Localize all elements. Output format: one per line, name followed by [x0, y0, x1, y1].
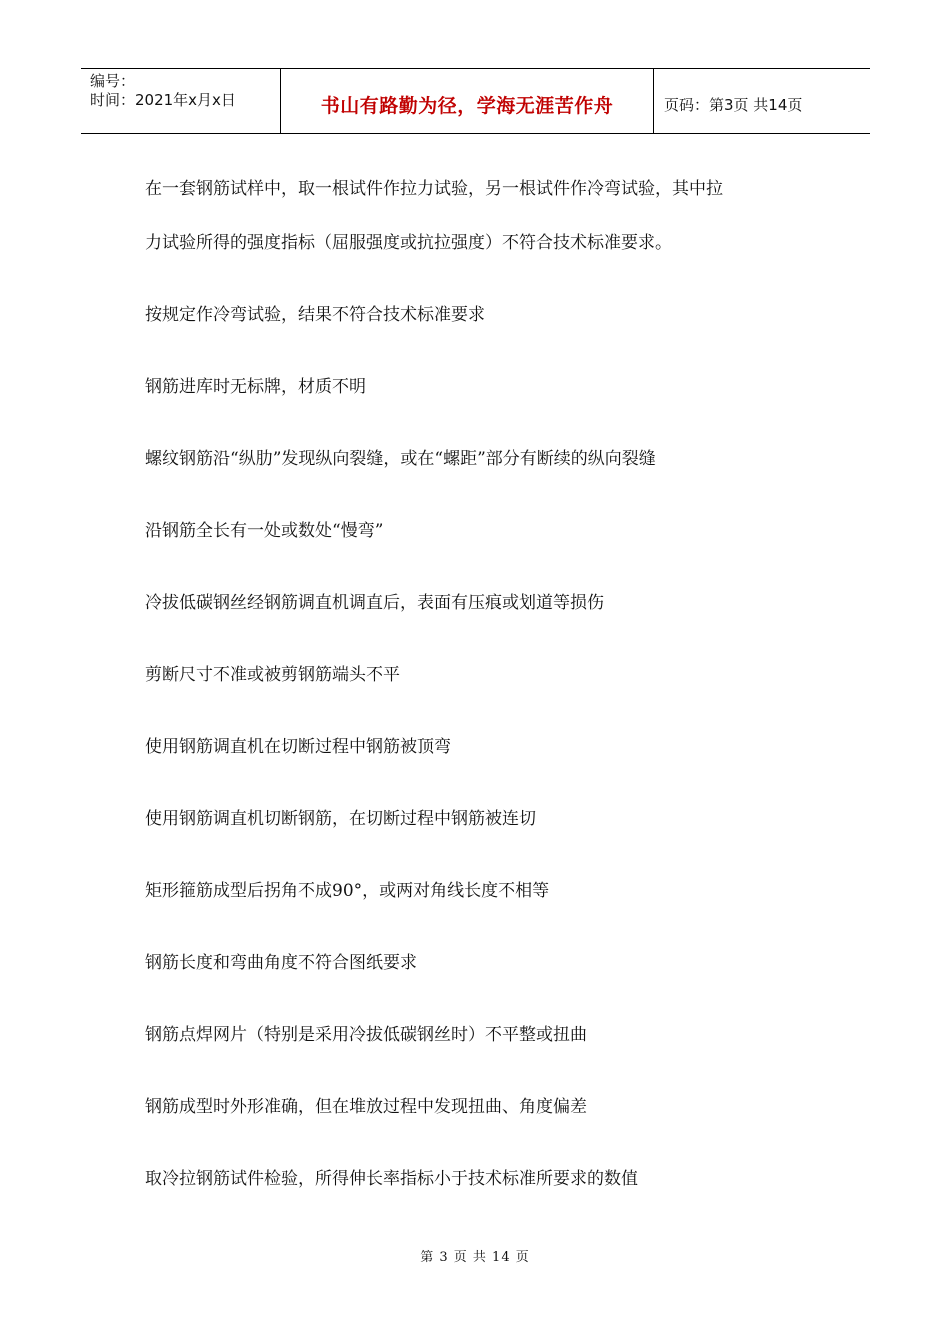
paragraph-line: 力试验所得的强度指标（屈服强度或抗拉强度）不符合技术标准要求。: [145, 233, 672, 253]
paragraph-line: 在一套钢筋试样中，取一根试件作拉力试验，另一根试件作冷弯试验，其中拉: [145, 179, 723, 199]
header-page-label: 页码：第3页 共14页: [664, 95, 803, 114]
paragraph-7: 剪断尺寸不准或被剪钢筋端头不平: [145, 665, 400, 685]
paragraph-10: 矩形箍筋成型后拐角不成90°，或两对角线长度不相等: [145, 881, 550, 901]
paragraph-2: 按规定作冷弯试验，结果不符合技术标准要求: [145, 305, 485, 325]
page-footer: 第 3 页 共 14 页: [420, 1250, 530, 1265]
header-motto: 书山有路勤为径，学海无涯苦作舟: [281, 69, 654, 133]
paragraph-11: 钢筋长度和弯曲角度不符合图纸要求: [145, 953, 417, 973]
date-label: 时间：2021年x月x日: [90, 91, 236, 109]
paragraph-12: 钢筋点焊网片（特别是采用冷拔低碳钢丝时）不平整或扭曲: [145, 1025, 587, 1045]
paragraph-13: 钢筋成型时外形准确，但在堆放过程中发现扭曲、角度偏差: [145, 1097, 587, 1117]
document-body: [145, 176, 825, 1238]
header-meta: [81, 69, 281, 133]
number-label: 编号：: [90, 72, 136, 90]
paragraph-3: 钢筋进库时无标牌，材质不明: [145, 377, 366, 397]
paragraph-8: 使用钢筋调直机在切断过程中钢筋被顶弯: [145, 737, 451, 757]
paragraph-4: 螺纹钢筋沿“纵肋”发现纵向裂缝，或在“螺距”部分有断续的纵向裂缝: [145, 449, 656, 469]
paragraph-1: [145, 176, 825, 257]
paragraph-5: 沿钢筋全长有一处或数处“慢弯”: [145, 521, 384, 541]
page-header: [81, 68, 870, 134]
paragraph-6: 冷拔低碳钢丝经钢筋调直机调直后，表面有压痕或划道等损伤: [145, 593, 604, 613]
paragraph-14: 取冷拉钢筋试件检验，所得伸长率指标小于技术标准所要求的数值: [145, 1169, 638, 1189]
paragraph-9: 使用钢筋调直机切断钢筋，在切断过程中钢筋被连切: [145, 809, 536, 829]
